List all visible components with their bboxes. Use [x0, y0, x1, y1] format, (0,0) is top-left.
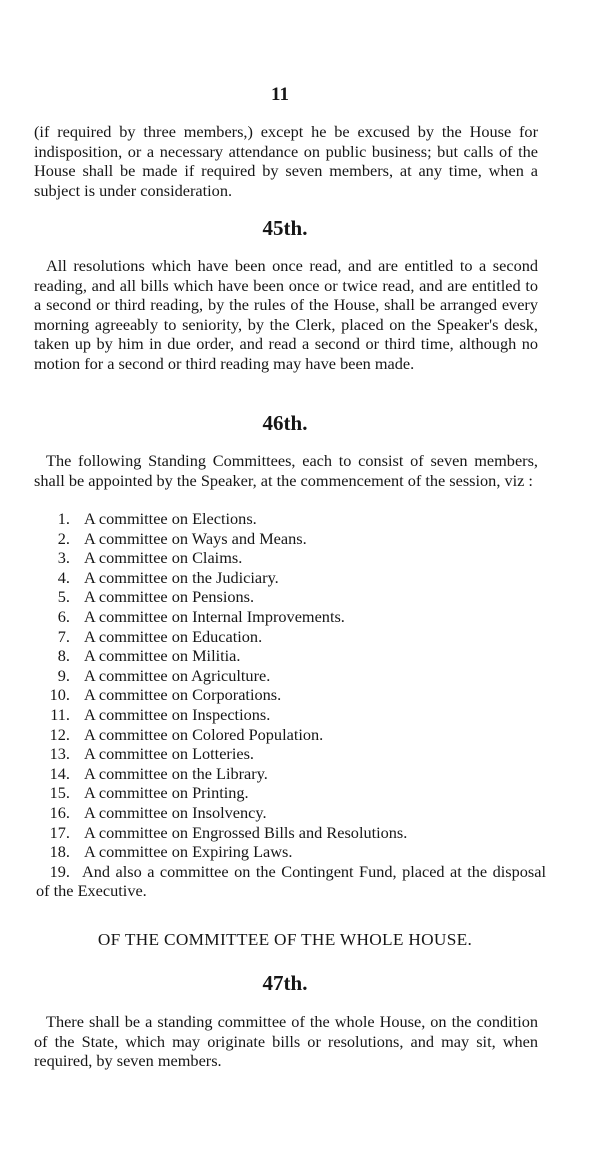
list-item-number: 14.	[49, 763, 70, 783]
list-item-number: 6.	[57, 606, 70, 626]
list-item	[36, 685, 546, 705]
list-item	[36, 509, 546, 529]
list-item-text: A committee on Agriculture.	[84, 665, 271, 685]
list-item	[36, 705, 546, 725]
page-number: 11	[271, 84, 289, 105]
list-item-number: 4.	[57, 567, 70, 587]
section-title: OF THE COMMITTEE OF THE WHOLE HOUSE.	[97, 930, 473, 949]
list-item	[36, 627, 546, 647]
list-item-number: 1.	[57, 509, 70, 528]
list-item	[36, 568, 546, 588]
list-item	[36, 803, 546, 823]
list-item	[36, 529, 546, 549]
list-item-number: 17.	[49, 822, 70, 842]
list-item-text: A committee on Elections.	[84, 509, 257, 528]
list-item-number: 7.	[57, 626, 70, 646]
list-item-number: 13.	[49, 744, 70, 764]
list-item-text: A committee on Insolvency.	[84, 802, 267, 822]
list-item-text: A committee on Pensions.	[84, 587, 255, 607]
list-item-text: A committee on the Judiciary.	[84, 567, 279, 587]
list-item	[36, 607, 546, 627]
list-item-text: A committee on Education.	[84, 626, 263, 646]
list-item	[36, 548, 546, 568]
list-item-text: A committee on Ways and Means.	[84, 528, 307, 548]
list-item-text: A committee on Militia.	[84, 646, 241, 666]
list-item	[36, 666, 546, 686]
list-item-number: 18.	[49, 842, 70, 862]
list-item-number: 11.	[50, 704, 70, 724]
list-item-text: A committee on Lotteries.	[84, 744, 255, 764]
list-item-text: A committee on Claims.	[84, 548, 243, 568]
heading-rule-47: 47th.	[262, 971, 308, 995]
list-item-number: 8.	[57, 646, 70, 666]
rule-45-paragraph: All resolutions which have been once read, and are entitled to a second reading, and all bills which have been once or twice read, and are entitled to a second or third reading, by the rules of the House, shall be arranged every morning agreeably to seniority, by the Clerk, placed on the Speaker's desk, taken up by him in due order, and read a second or third time, although no motion for a second or third reading may have been made.	[34, 256, 538, 373]
list-item-text: A committee on Engrossed Bills and Resolutions.	[84, 822, 408, 842]
list-item-text: A committee on the Library.	[84, 763, 268, 783]
continuation-paragraph: (if required by three members,) except he be excused by the House for indisposition, or a necessary attendance on public business; but calls of the House shall be made if required by seven members, at any time, when a subject is under consideration.	[34, 122, 538, 200]
list-item-number: 9.	[57, 665, 70, 685]
list-item-number: 19.	[49, 861, 70, 881]
list-item	[36, 764, 546, 784]
heading-rule-45: 45th.	[262, 216, 308, 240]
list-item-last	[36, 862, 546, 901]
list-item-number: 12.	[49, 724, 70, 744]
list-item-number: 3.	[57, 548, 70, 568]
rule-47-paragraph: There shall be a standing committee of the whole House, on the condition of the State, which may originate bills or resolutions, and may sit, when required, by seven members.	[34, 1012, 538, 1070]
list-item	[36, 725, 546, 745]
list-item	[36, 587, 546, 607]
list-item-text: A committee on Colored Population.	[84, 724, 324, 744]
list-item-text: A committee on Printing.	[84, 783, 249, 803]
list-item-number: 15.	[49, 783, 70, 803]
list-item	[36, 783, 546, 803]
list-item	[36, 842, 546, 862]
list-item-number: 10.	[49, 685, 70, 705]
committee-list	[36, 509, 546, 901]
list-item-text: A committee on Corporations.	[84, 685, 282, 705]
list-item	[36, 646, 546, 666]
list-item-number: 2.	[57, 528, 70, 548]
list-item-text: A committee on Internal Improvements.	[84, 606, 345, 626]
rule-46-intro-paragraph: The following Standing Committees, each to consist of seven members, shall be appointed by the Speaker, at the commencement of the session, viz :	[34, 451, 538, 490]
list-item	[36, 744, 546, 764]
list-item-text: And also a committee on the Contingent Fund, placed at the disposal of the Executive.	[36, 861, 546, 901]
heading-rule-46: 46th.	[262, 411, 308, 435]
list-item-number: 16.	[49, 802, 70, 822]
list-item-text: A committee on Inspections.	[84, 704, 271, 724]
list-item-number: 5.	[57, 587, 70, 607]
list-item	[36, 823, 546, 843]
list-item-text: A committee on Expiring Laws.	[84, 842, 293, 862]
